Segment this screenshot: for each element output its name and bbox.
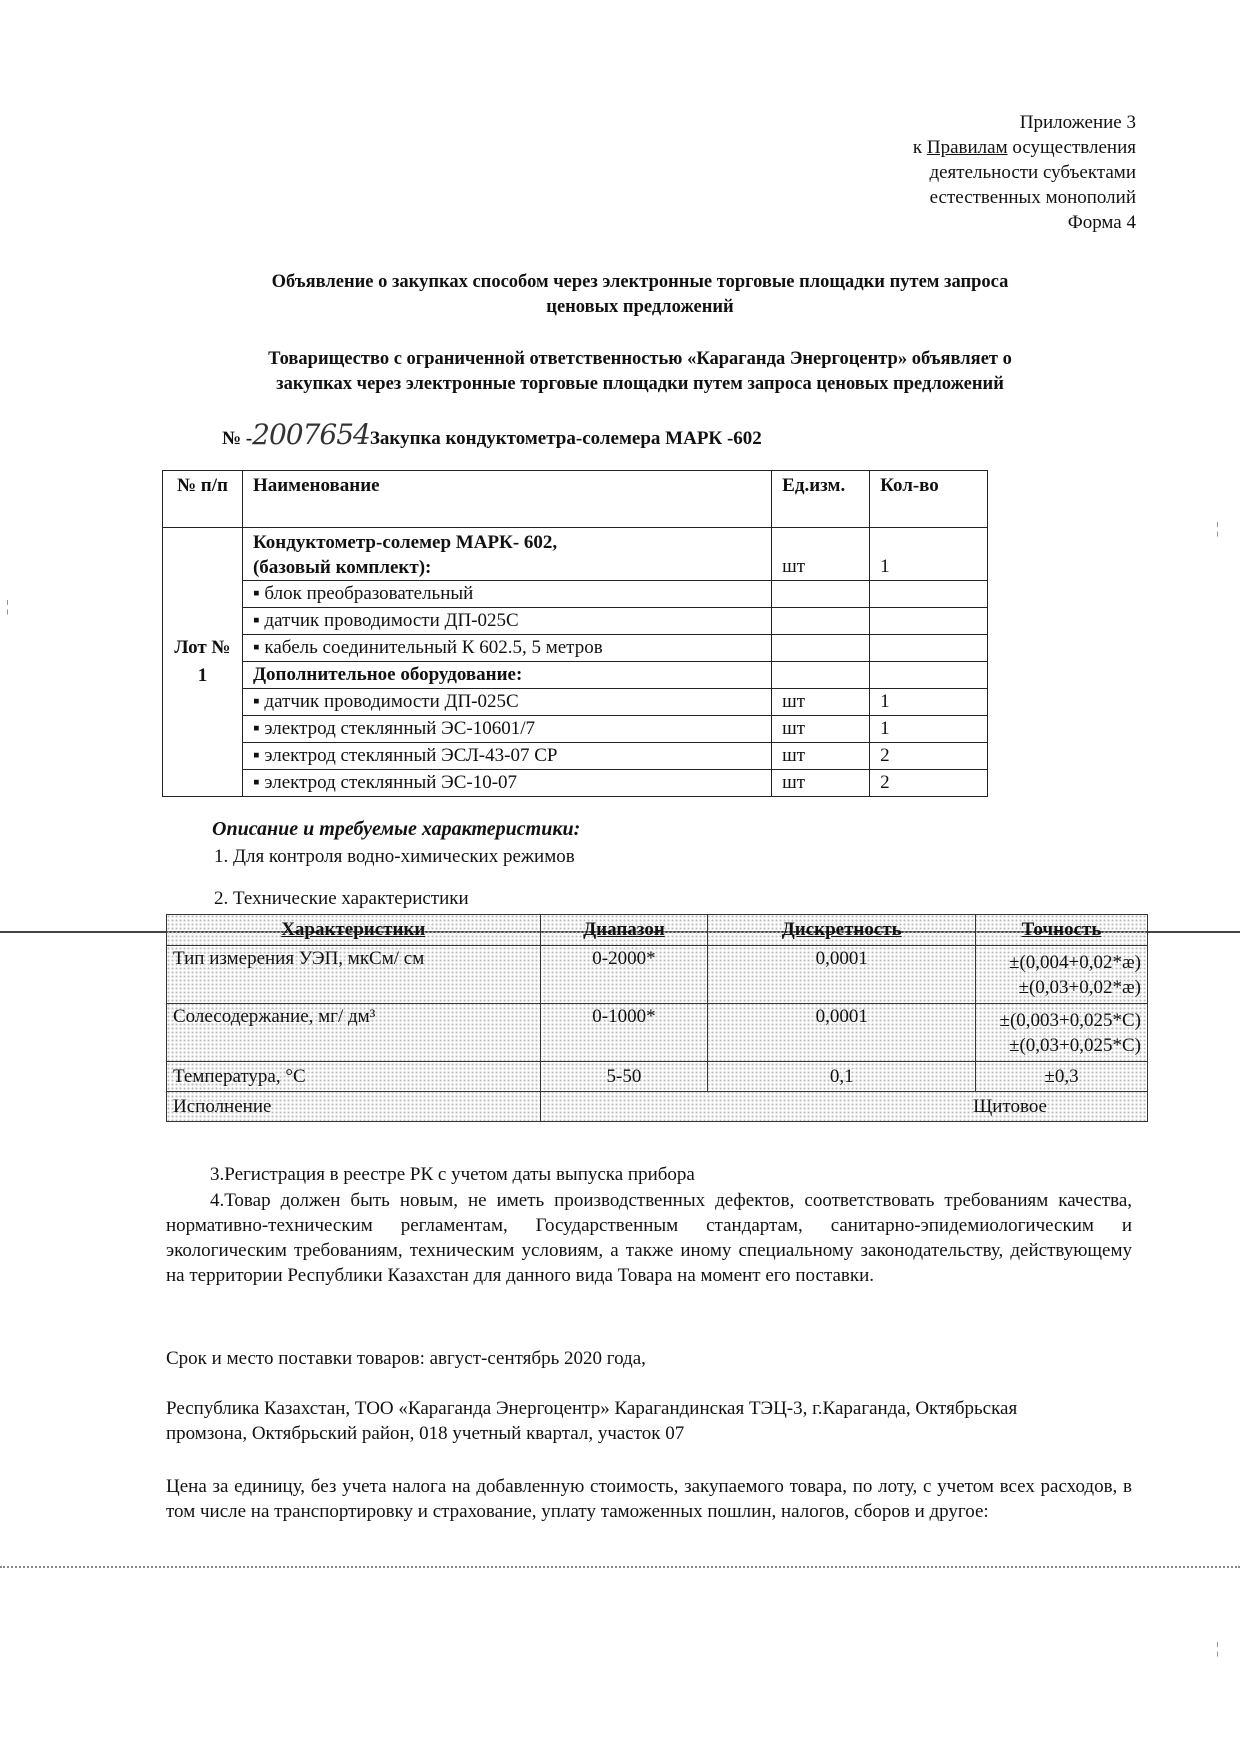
main-item-line1: Кондуктометр-солемер МАРК- 602, (252, 532, 558, 553)
accuracy-line1: ±(0,003+0,025*С) (999, 1009, 1141, 1031)
margin-mark-right-bottom: ¦ (1216, 1640, 1220, 1657)
tech-header-range: Диапазон (540, 915, 708, 946)
main-item (242, 528, 771, 581)
exec-value: Щитовое (540, 1092, 1147, 1122)
appendix-line5: Форма 4 (1067, 212, 1136, 233)
tech-row-name: Солесодержание, мг/ дм³ (167, 1004, 541, 1062)
appendix-line4: естественных монополий (929, 187, 1136, 208)
table-row (163, 770, 988, 797)
tech-row-step: 0,0001 (708, 946, 976, 1004)
title-line1: Объявление о закупках способом через электронные торговые площадки путем запроса (271, 272, 1009, 292)
price-paragraph: Цена за единицу, без учета налога на добавленную стоимость, закупаемого товара, по лоту, с учетом всех расходов, в том числе на транспортировку и страхование, уплату таможенных пошлин, налогов, сборов и другое: (166, 1476, 1132, 1522)
table-row (163, 528, 988, 581)
empty-cell (870, 581, 988, 608)
table-row (163, 662, 988, 689)
appendix-suffix: осуществления (1007, 137, 1136, 158)
tech-header-accuracy: Точность (976, 915, 1148, 946)
header-name: Наименование (242, 471, 771, 528)
tech-row-range: 0-2000* (540, 946, 708, 1004)
empty-cell (772, 662, 870, 689)
scan-dotted-line (0, 1566, 1240, 1568)
additional-heading: Дополнительное оборудование: (242, 662, 771, 689)
main-item-unit: шт (772, 528, 870, 581)
accuracy-line1: ±(0,004+0,02*æ) (1009, 951, 1141, 973)
additional-item-name: ▪ электрод стеклянный ЭСЛ-43-07 СР (242, 743, 771, 770)
component-item: ▪ кабель соединительный К 602.5, 5 метров (242, 635, 771, 662)
document-subtitle (140, 347, 1140, 397)
tech-row-accuracy (976, 1004, 1148, 1062)
table-row (163, 716, 988, 743)
paragraph-4: 4.Товар должен быть новым, не иметь производственных дефектов, соответствовать требованиям качества, нормативно-техническим регламентам, Государственным стандартам, санитарно-эпидемиологическим и экологическим требованиям, техническим условиям, а также иному специальному законодательству, действующему на территории Республики Казахстан для данного вида Товара на момент его поставки. (166, 1190, 1132, 1286)
delivery-term: Срок и место поставки товаров: август-сентябрь 2020 года, (166, 1348, 646, 1369)
empty-cell (870, 635, 988, 662)
table-row (167, 1062, 1148, 1092)
paragraph-3: 3.Регистрация в реестре РК с учетом даты выпуска прибора (210, 1164, 695, 1185)
additional-item-unit: шт (772, 770, 870, 797)
table-row (163, 608, 988, 635)
lot-table (162, 470, 988, 797)
tech-row-name: Тип измерения УЭП, мкСм/ см (167, 946, 541, 1004)
lot-table-header (163, 471, 988, 528)
component-item: ▪ датчик проводимости ДП-025С (242, 608, 771, 635)
title-line2: ценовых предложений (546, 297, 734, 317)
empty-cell (772, 581, 870, 608)
additional-item-name: ▪ электрод стеклянный ЭС-10-07 (242, 770, 771, 797)
additional-item-unit: шт (772, 743, 870, 770)
lot-label: Лот № 1 (163, 528, 243, 797)
appendix-line1: Приложение 3 (1019, 112, 1136, 133)
rules-link: Правилам (926, 137, 1008, 158)
exec-label: Исполнение (167, 1092, 541, 1122)
appendix-line2 (913, 135, 1136, 160)
subtitle-line1: Товарищество с ограниченной ответственностью «Караганда Энергоцентр» объявляет о (268, 349, 1012, 369)
main-item-line2: (базовый комплект): (252, 557, 432, 578)
margin-mark-left: ¦ (6, 598, 10, 615)
tech-row-range: 0-1000* (540, 1004, 708, 1062)
additional-item-qty: 2 (870, 770, 988, 797)
description-item2: 2. Технические характеристики (214, 888, 469, 909)
description-heading: Описание и требуемые характеристики: (212, 818, 581, 840)
tech-table (166, 914, 1148, 1122)
description-item1: 1. Для контроля водно-химических режимов (214, 846, 575, 867)
tech-header-name: Характеристики (167, 915, 541, 946)
empty-cell (870, 662, 988, 689)
additional-item-qty: 2 (870, 743, 988, 770)
header-number: № п/п (163, 471, 243, 528)
additional-item-unit: шт (772, 716, 870, 743)
additional-item-unit: шт (772, 689, 870, 716)
subtitle-line2: закупках через электронные торговые площадки путем запроса ценовых предложений (276, 374, 1004, 394)
empty-cell (772, 608, 870, 635)
table-row (167, 1092, 1148, 1122)
table-row (163, 689, 988, 716)
appendix-header (913, 110, 1136, 235)
procurement-number: 2007654 (252, 418, 370, 451)
procurement-name: Закупка кондуктометра-солемера МАРК -602 (369, 428, 762, 449)
accuracy-line2: ±(0,03+0,02*æ) (1018, 976, 1141, 998)
empty-cell (870, 608, 988, 635)
tech-row-accuracy: ±0,3 (976, 1062, 1148, 1092)
appendix-line3: деятельности субъектами (929, 162, 1136, 183)
additional-item-qty: 1 (870, 689, 988, 716)
additional-item-qty: 1 (870, 716, 988, 743)
accuracy-line2: ±(0,03+0,025*С) (1009, 1034, 1141, 1056)
table-row (167, 1004, 1148, 1062)
tech-row-step: 0,0001 (708, 1004, 976, 1062)
margin-mark-right: ¦ (1216, 520, 1220, 537)
tech-table-header (167, 915, 1148, 946)
main-item-qty: 1 (870, 528, 988, 581)
header-qty: Кол-во (870, 471, 988, 528)
additional-item-name: ▪ датчик проводимости ДП-025С (242, 689, 771, 716)
component-item: ▪ блок преобразовательный (242, 581, 771, 608)
table-row (163, 581, 988, 608)
tech-row-range: 5-50 (540, 1062, 708, 1092)
additional-item-name: ▪ электрод стеклянный ЭС-10601/7 (242, 716, 771, 743)
procurement-line (222, 418, 762, 451)
tech-header-step: Дискретность (708, 915, 976, 946)
tech-row-step: 0,1 (708, 1062, 976, 1092)
table-row (163, 635, 988, 662)
table-row (163, 743, 988, 770)
header-unit: Ед.изм. (772, 471, 870, 528)
empty-cell (772, 635, 870, 662)
tech-row-name: Температура, °С (167, 1062, 541, 1092)
tech-row-accuracy (976, 946, 1148, 1004)
delivery-place: Республика Казахстан, ТОО «Караганда Энергоцентр» Карагандинская ТЭЦ-3, г.Караганда, Октябрьская промзона, Октябрьский район, 018 учетный квартал, участок 07 (166, 1398, 1018, 1444)
procurement-number-prefix: № - (222, 428, 253, 449)
appendix-prefix: к (912, 137, 927, 158)
table-row (167, 946, 1148, 1004)
document-title (140, 270, 1140, 320)
